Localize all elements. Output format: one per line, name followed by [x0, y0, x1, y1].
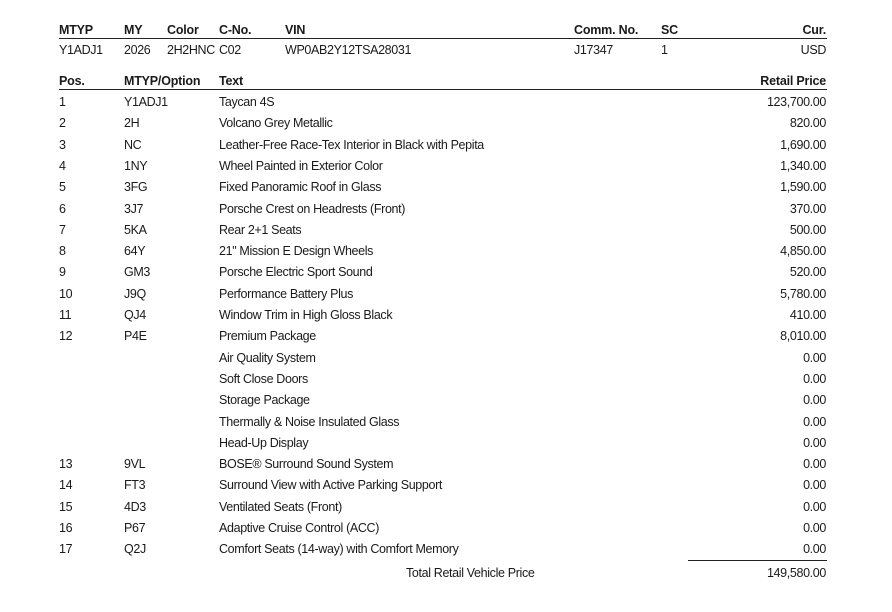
option-pos: 8 — [59, 244, 66, 258]
header-color: Color — [167, 23, 199, 37]
option-text: Taycan 4S — [219, 95, 275, 109]
option-text: 21" Mission E Design Wheels — [219, 244, 374, 258]
option-price: 520.00 — [789, 265, 826, 279]
option-text: Rear 2+1 Seats — [219, 223, 302, 237]
option-price: 0.00 — [803, 372, 826, 386]
value-mtyp: Y1ADJ1 — [59, 43, 103, 57]
option-code: 3FG — [124, 180, 148, 194]
option-code: 3J7 — [124, 202, 144, 216]
option-pos: 9 — [59, 265, 66, 279]
option-price: 0.00 — [803, 436, 826, 450]
option-text: Thermally & Noise Insulated Glass — [219, 415, 400, 429]
value-my: 2026 — [124, 43, 151, 57]
option-pos: 11 — [59, 308, 72, 322]
option-pos: 12 — [59, 329, 73, 343]
option-price: 8,010.00 — [780, 329, 826, 343]
option-price: 5,780.00 — [780, 287, 826, 301]
options-header-pos: Pos. — [59, 74, 85, 88]
option-price: 0.00 — [803, 521, 826, 535]
option-text: Premium Package — [219, 329, 316, 343]
value-vin: WP0AB2Y12TSA28031 — [285, 43, 412, 57]
option-text: Surround View with Active Parking Support — [219, 478, 443, 492]
options-header-code: MTYP/Option — [124, 74, 201, 88]
option-text: Head-Up Display — [219, 436, 309, 450]
option-text: Comfort Seats (14-way) with Comfort Memory — [219, 542, 459, 556]
header-sc: SC — [661, 23, 678, 37]
option-text: Ventilated Seats (Front) — [219, 500, 342, 514]
option-code: J9Q — [124, 287, 146, 301]
option-price: 370.00 — [789, 202, 826, 216]
header-currency: Cur. — [802, 23, 826, 37]
option-pos: 14 — [59, 478, 73, 492]
option-pos: 1 — [59, 95, 66, 109]
option-price: 0.00 — [803, 500, 826, 514]
option-code: GM3 — [124, 265, 151, 279]
option-text: BOSE® Surround Sound System — [219, 457, 394, 471]
option-price: 1,690.00 — [780, 138, 826, 152]
total-label: Total Retail Vehicle Price — [406, 566, 535, 580]
option-pos: 16 — [59, 521, 73, 535]
option-pos: 6 — [59, 202, 66, 216]
header-c-no: C-No. — [219, 23, 252, 37]
total-value: 149,580.00 — [766, 566, 826, 580]
option-code: Q2J — [124, 542, 146, 556]
option-code: NC — [124, 138, 142, 152]
header-comm-no: Comm. No. — [574, 23, 639, 37]
option-pos: 17 — [59, 542, 73, 556]
option-price: 0.00 — [803, 478, 826, 492]
options-header-text: Text — [219, 74, 243, 88]
option-price: 1,340.00 — [780, 159, 826, 173]
option-code: P4E — [124, 329, 147, 343]
option-price: 4,850.00 — [780, 244, 826, 258]
option-code: 5KA — [124, 223, 147, 237]
option-text: Soft Close Doors — [219, 372, 308, 386]
option-price: 820.00 — [789, 116, 826, 130]
option-text: Wheel Painted in Exterior Color — [219, 159, 383, 173]
option-price: 1,590.00 — [780, 180, 826, 194]
option-price: 0.00 — [803, 415, 826, 429]
option-text: Leather-Free Race-Tex Interior in Black with Pepita — [219, 138, 484, 152]
value-comm-no: J17347 — [574, 43, 613, 57]
option-code: 2H — [124, 116, 140, 130]
option-text: Storage Package — [219, 393, 310, 407]
option-pos: 5 — [59, 180, 66, 194]
option-pos: 4 — [59, 159, 66, 173]
header-rule — [59, 38, 827, 39]
header-mtyp: MTYP — [59, 23, 93, 37]
option-code: 4D3 — [124, 500, 146, 514]
option-text: Fixed Panoramic Roof in Glass — [219, 180, 382, 194]
option-code: QJ4 — [124, 308, 146, 322]
option-code: Y1ADJ1 — [124, 95, 168, 109]
option-text: Air Quality System — [219, 351, 316, 365]
header-my: MY — [124, 23, 143, 37]
value-currency: USD — [800, 43, 826, 57]
options-header-price: Retail Price — [760, 74, 826, 88]
value-c-no: C02 — [219, 43, 241, 57]
option-text: Porsche Electric Sport Sound — [219, 265, 373, 279]
option-text: Performance Battery Plus — [219, 287, 354, 301]
option-price: 0.00 — [803, 351, 826, 365]
option-pos: 13 — [59, 457, 73, 471]
option-pos: 10 — [59, 287, 73, 301]
option-pos: 2 — [59, 116, 66, 130]
option-price: 0.00 — [803, 457, 826, 471]
option-price: 0.00 — [803, 542, 826, 556]
option-price: 0.00 — [803, 393, 826, 407]
option-text: Porsche Crest on Headrests (Front) — [219, 202, 406, 216]
value-color: 2H2HNC — [167, 43, 215, 57]
option-pos: 3 — [59, 138, 66, 152]
option-text: Volcano Grey Metallic — [219, 116, 333, 130]
option-price: 410.00 — [789, 308, 826, 322]
option-price: 123,700.00 — [766, 95, 826, 109]
header-vin: VIN — [285, 23, 306, 37]
value-sc: 1 — [661, 43, 668, 57]
option-pos: 15 — [59, 500, 73, 514]
option-code: P67 — [124, 521, 146, 535]
option-text: Adaptive Cruise Control (ACC) — [219, 521, 380, 535]
total-rule — [688, 560, 827, 561]
options-header-rule — [59, 89, 827, 90]
option-code: 9VL — [124, 457, 146, 471]
option-text: Window Trim in High Gloss Black — [219, 308, 393, 322]
option-code: FT3 — [124, 478, 146, 492]
option-price: 500.00 — [789, 223, 826, 237]
option-code: 64Y — [124, 244, 146, 258]
option-code: 1NY — [124, 159, 148, 173]
option-pos: 7 — [59, 223, 66, 237]
